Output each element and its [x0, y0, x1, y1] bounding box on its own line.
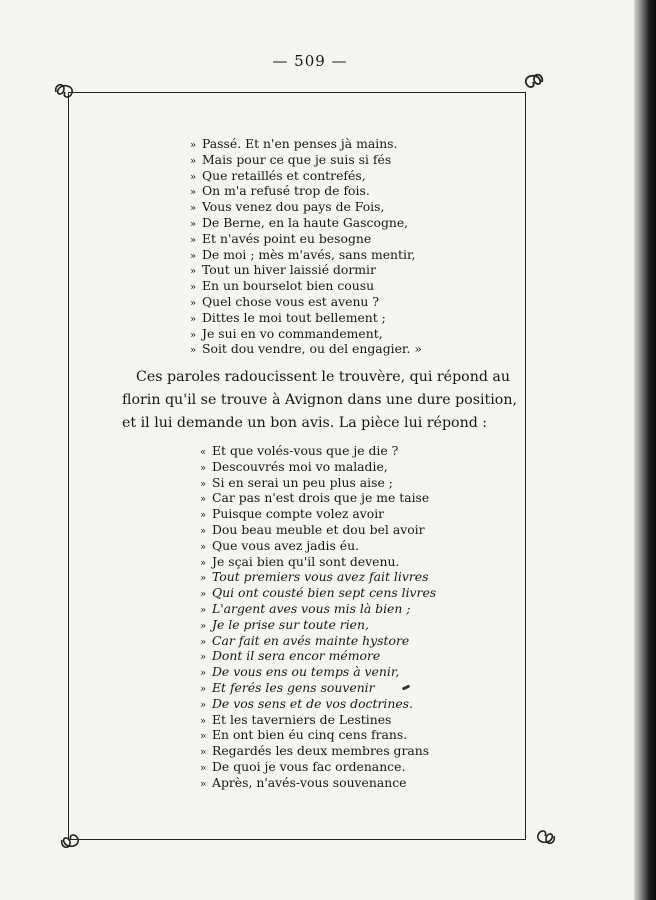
prose-line: et il lui demande un bon avis. La pièce lui répond : [122, 415, 488, 431]
verse-line: » Dittes le moi tout bellement ; [190, 309, 386, 325]
verse-line: » De vous ens ou temps à venir, [200, 664, 400, 680]
corner-ornament-bottom-right-icon [532, 826, 558, 848]
verse-line: » Vous venez dou pays de Fois, [190, 199, 385, 215]
verse-line: » Quel chose vous est avenu ? [190, 293, 379, 309]
verse-line: » L'argent aves vous mis là bien ; [200, 600, 411, 616]
verse-line: » Mais pour ce que je suis si fés [190, 151, 392, 167]
verse-line: » Et n'avés point eu besogne [190, 230, 372, 246]
verse-line: » De moi ; mès m'avés, sans mentir, [190, 246, 416, 262]
verse-line: » Tout premiers vous avez fait livres [200, 569, 429, 585]
verse-line: » Dont il sera encor mémore [200, 648, 381, 664]
verse-line: » Dou beau meuble et dou bel avoir [200, 521, 425, 537]
verse-line: » De quoi je vous fac ordenance. [200, 758, 406, 774]
verse-line: » On m'a refusé trop de fois. [190, 183, 370, 199]
prose-line: Ces paroles radoucissent le trouvère, qui répond au [136, 369, 511, 385]
verse-line: » Et les taverniers de Lestines [200, 711, 392, 727]
verse-line: » Soit dou vendre, ou del engagier. » [190, 341, 422, 357]
prose-paragraph [122, 366, 517, 435]
verse-line: » Et ferés les gens souvenir [200, 679, 375, 695]
verse-line: » Qui ont cousté bien sept cens livres [200, 585, 437, 601]
verse-block-2 [200, 443, 436, 791]
verse-line: » Passé. Et n'en penses jà mains. [190, 136, 398, 151]
corner-ornament-top-left-icon [52, 80, 78, 102]
prose-line: florin qu'il se trouve à Avignon dans une dure position, [122, 392, 517, 408]
corner-ornament-top-right-icon [520, 70, 546, 92]
page-number: — 509 — [272, 52, 348, 70]
page-edge-shadow [634, 0, 656, 900]
verse-line: » De vos sens et de vos doctrines. [200, 695, 413, 711]
verse-line: » Que retaillés et contrefés, [190, 167, 366, 183]
verse-line: » Je le prise sur toute rien, [200, 616, 369, 632]
verse-block-1 [190, 136, 422, 357]
verse-line: » Que vous avez jadis éu. [200, 537, 360, 553]
verse-line: » Descouvrés moi vo maladie, [200, 458, 388, 474]
verse-line: » Car pas n'est drois que je me taise [200, 490, 430, 506]
corner-ornament-bottom-left-icon [58, 830, 84, 852]
verse-line: » En ont bien éu cinq cens frans. [200, 727, 408, 743]
verse-line: » En un bourselot bien cousu [190, 278, 375, 294]
verse-line: » Regardés les deux membres grans [200, 743, 430, 759]
verse-line: « Et que volés-vous que je die ? [200, 443, 399, 458]
verse-line: » Je sçai bien qu'il sont devenu. [200, 553, 400, 569]
verse-line: » Puisque compte volez avoir [200, 506, 385, 522]
verse-line: » Après, n'avés-vous souvenance [200, 774, 407, 790]
verse-line: » Tout un hiver laissié dormir [190, 262, 376, 278]
verse-line: » Car fait en avés mainte hystore [200, 632, 410, 648]
verse-line: » De Berne, en la haute Gascogne, [190, 214, 409, 230]
verse-line: » Je sui en vo commandement, [190, 325, 383, 341]
verse-line: » Si en serai un peu plus aise ; [200, 474, 393, 490]
